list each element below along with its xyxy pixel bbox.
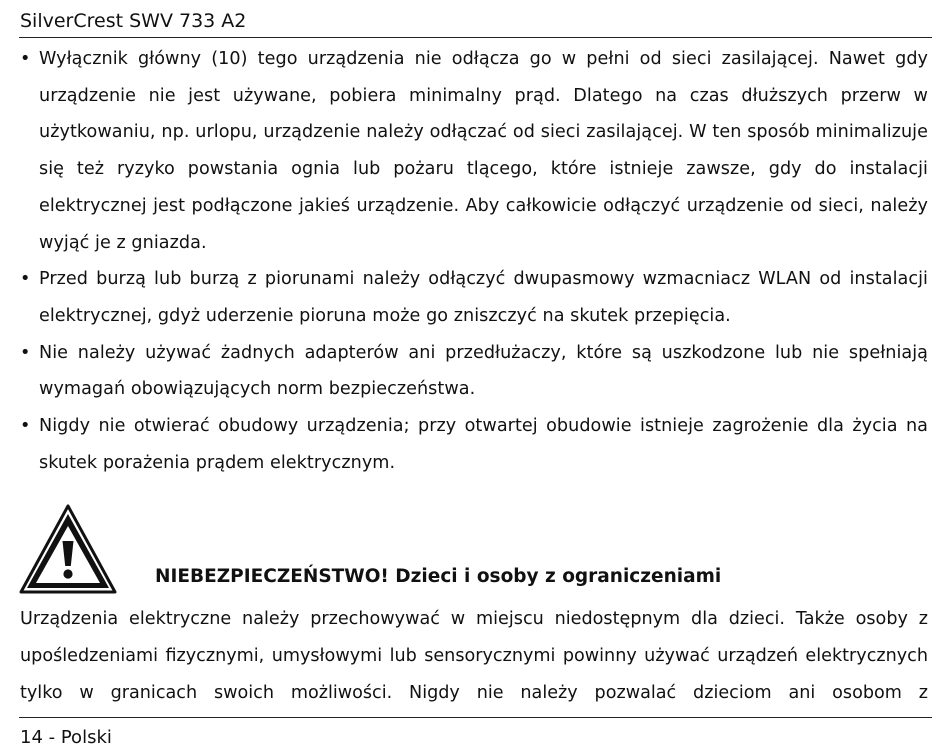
header-divider [19, 37, 932, 38]
bullet-item-main-switch [20, 41, 928, 261]
warning-triangle-icon [19, 504, 117, 594]
bullet-text: Przed burzą lub burzą z piorunami należy odłączyć dwupasmowy wzmacniacz WLAN od instalacji elektrycznej, gdyż uderzenie pioruna może go zniszczyć na skutek przepięcia. [39, 269, 928, 326]
bullet-dot: • [20, 416, 31, 437]
bullet-text: Nigdy nie otwierać obudowy urządzenia; przy otwartej obudowie istnieje zagrożenie dla życia na skutek porażenia prądem elektrycznym. [39, 416, 928, 473]
bullet-text: Nie należy używać żadnych adapterów ani przedłużaczy, które są uszkodzone lub nie spełniają wymagań obowiązujących norm bezpieczeństwa. [39, 342, 928, 400]
page-footer-label: 14 - Polski [20, 727, 112, 748]
warning-heading: NIEBEZPIECZEŃSTWO! Dzieci i osoby z ograniczeniami [155, 566, 722, 587]
bullet-text: Wyłącznik główny (10) tego urządzenia nie odłącza go w pełni od sieci zasilającej. Nawet gdy urządzenie nie jest używane, pobiera minimalny prąd. Dlatego na czas dłuższych przerw w użytkowaniu, np. urlopu, urządzenie należy odłączać od sieci zasilającej. W ten sposób minimalizuje się też ryzyko powstania ognia lub pożaru tlącego, które istnieje zawsze, gdy do instalacji elektrycznej jest podłączone jakieś urządzenie. Aby całkowicie odłączyć urządzenie od sieci, należy wyjąć je z gniazda. [39, 49, 928, 253]
safety-bullet-list [20, 41, 928, 481]
footer-divider [19, 717, 932, 718]
warning-body-text: Urządzenia elektryczne należy przechowywać w miejscu niedostępnym dla dzieci. Także osoby z upośledzeniami fizycznymi, umysłowymi lub sensorycznymi powinny używać urządzeń elektrycznych tylko w granicach swoich możliwości. Nigdy nie należy pozwalać dzieciom ani osobom z [20, 609, 928, 703]
bullet-dot: • [20, 49, 31, 69]
bullet-item-adapters [20, 335, 928, 408]
bullet-dot: • [20, 269, 31, 290]
bullet-item-storm [20, 261, 928, 334]
document-header-title: SilverCrest SWV 733 A2 [20, 10, 247, 32]
bullet-item-housing [20, 408, 928, 481]
bullet-dot: • [20, 342, 31, 363]
